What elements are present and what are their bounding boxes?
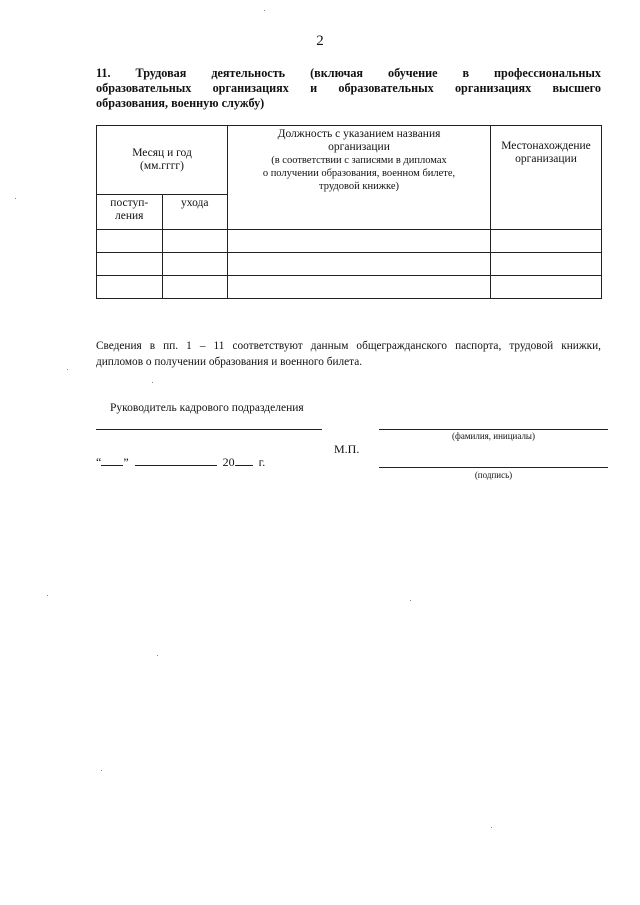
date-header-title: Месяц и год — [132, 147, 192, 159]
section-heading-line: 11. Трудовая деятельность (включая обучение в профессиональных — [96, 66, 601, 80]
scan-speck — [157, 655, 158, 656]
date-header — [97, 126, 228, 195]
position-header-line: Должность с указанием названия — [277, 128, 441, 140]
signature-line[interactable] — [379, 467, 608, 468]
table-cell[interactable] — [228, 230, 491, 253]
quote-close: ” — [123, 455, 129, 469]
start-date-header-line: ления — [115, 210, 144, 222]
hr-head-line[interactable] — [96, 429, 322, 430]
quote-open: “ — [96, 455, 102, 469]
year-prefix: 20 — [222, 455, 235, 469]
table-row — [97, 253, 602, 276]
statement-line: дипломов о получении образования и военного билета. — [96, 356, 363, 368]
end-date-header — [162, 195, 228, 230]
location-header-line: Местонахождение — [501, 140, 591, 152]
stamp-label: М.П. — [334, 442, 360, 456]
month-field[interactable] — [135, 455, 217, 466]
position-header — [228, 126, 491, 230]
table-cell[interactable] — [97, 276, 163, 299]
statement-line: Сведения в пп. 1 – 11 соответствуют данным общегражданского паспорта, трудовой книжки, — [96, 340, 601, 352]
section-heading-line: образовательных организациях и образовательных организациях высшего — [96, 81, 601, 95]
table-row — [97, 230, 602, 253]
hr-head-label: Руководитель кадрового подразделения — [110, 402, 304, 414]
position-header-line: трудовой книжке) — [319, 181, 399, 192]
table-row — [97, 276, 602, 299]
table-cell[interactable] — [162, 230, 228, 253]
start-date-header — [97, 195, 163, 230]
page-number: 2 — [316, 33, 324, 49]
date-line — [96, 455, 265, 470]
section-heading — [96, 66, 601, 111]
scan-speck — [67, 369, 68, 370]
table-cell[interactable] — [162, 253, 228, 276]
day-field[interactable] — [101, 455, 123, 466]
table-cell[interactable] — [162, 276, 228, 299]
scan-speck — [491, 827, 492, 828]
start-date-header-line: поступ- — [110, 197, 149, 209]
scan-speck — [47, 595, 48, 596]
name-caption: (фамилия, инициалы) — [452, 431, 535, 441]
scan-speck — [264, 10, 265, 11]
table-cell[interactable] — [97, 253, 163, 276]
location-header-line: организации — [515, 153, 577, 165]
scan-speck — [410, 600, 411, 601]
position-header-line: о получении образования, военном билете, — [262, 168, 456, 179]
position-header-line: (в соответствии с записями в дипломах — [271, 155, 447, 166]
scan-speck — [101, 770, 102, 771]
end-date-header-label: ухода — [181, 197, 209, 209]
position-header-line: организации — [328, 141, 390, 153]
name-line[interactable] — [379, 429, 608, 430]
scan-speck — [15, 198, 16, 199]
table-cell[interactable] — [491, 230, 602, 253]
scan-speck — [152, 382, 153, 383]
table-cell[interactable] — [228, 276, 491, 299]
table-cell[interactable] — [491, 276, 602, 299]
table-cell[interactable] — [228, 253, 491, 276]
year-suffix: г. — [258, 455, 266, 469]
location-header — [491, 126, 602, 230]
signature-caption: (подпись) — [474, 470, 513, 480]
date-header-format: (мм.гггг) — [140, 160, 184, 172]
table-cell[interactable] — [491, 253, 602, 276]
employment-table — [96, 125, 602, 299]
table-cell[interactable] — [97, 230, 163, 253]
verification-statement — [96, 338, 601, 370]
section-heading-line: образования, военную службу) — [96, 96, 265, 110]
year-field[interactable] — [235, 455, 253, 466]
